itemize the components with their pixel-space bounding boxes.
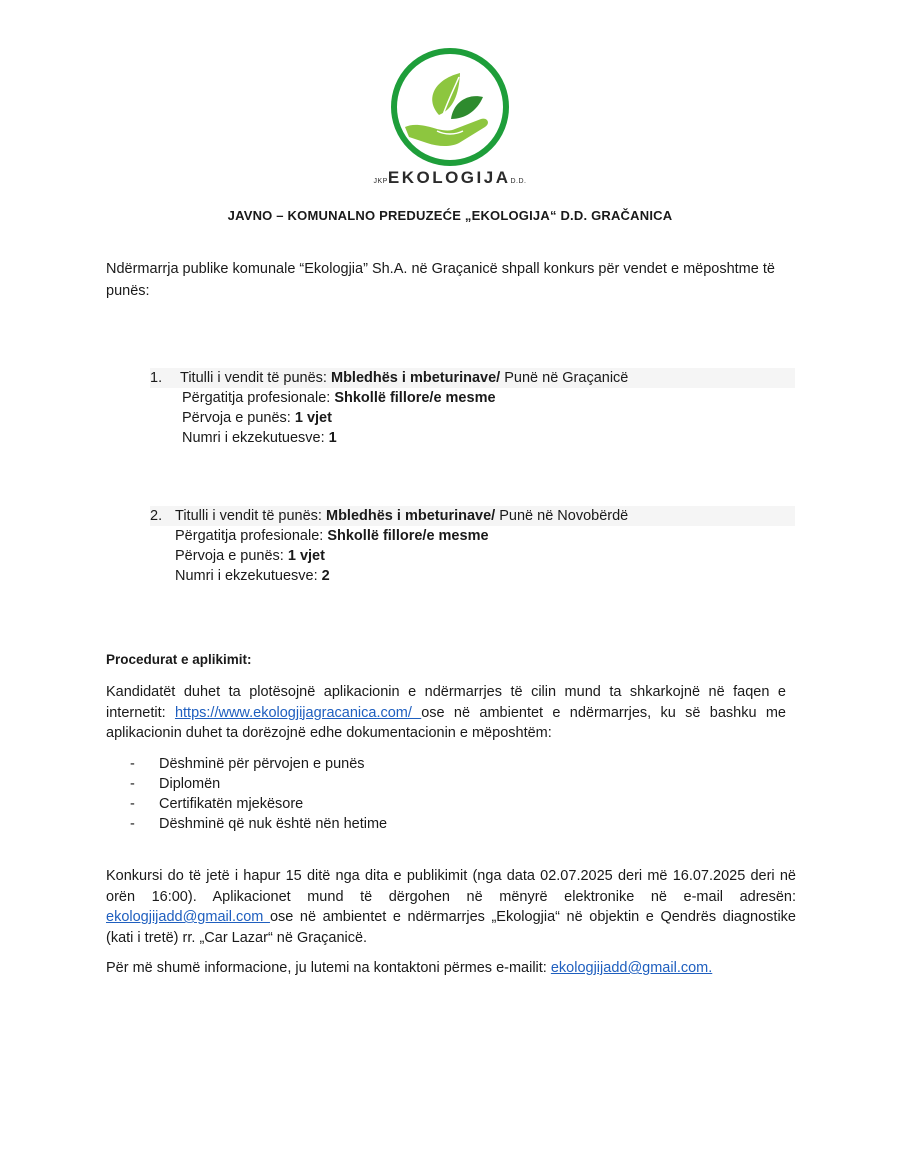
documents-list (130, 754, 387, 834)
job-title-row (150, 506, 795, 526)
job-title-label: Titulli i vendit të punës: (175, 508, 326, 524)
job-number: 1. (150, 370, 163, 386)
procedure-paragraph (106, 682, 786, 744)
count-value: 1 (328, 430, 337, 446)
list-item: - Dëshminë që nuk është nën hetime (130, 814, 387, 834)
exp-value: 1 vjet (287, 548, 325, 564)
contest-text-before: Konkursi do të jetë i hapur 15 ditë nga dita e publikimit (nga data 02.07.2025 deri më 16.07.2025 deri në orën 16:00). Aplikacionet mund të dërgohen në mënyrë elektronike në e-mail adresën: (106, 868, 796, 905)
document-heading: JAVNO – KOMUNALNO PREDUZEĆE „EKOLOGIJA“ D.D. GRAČANICA (227, 208, 673, 223)
list-item: - Certifikatën mjekësore (130, 794, 387, 814)
procedure-title: Procedurat e aplikimit: (106, 652, 252, 667)
job-title-row (150, 368, 795, 388)
contest-text-after: ose në ambientet e ndërmarrjes „Ekologjia“ në objektin e Qendrës diagnostike (kati i tretë) rr. „Car Lazar“ në Graçanicë. (106, 909, 796, 946)
info-text: Për më shumë informacione, ju lutemi na kontaktoni përmes e-mailit: (106, 960, 551, 976)
job-location: Punë në Novobërdë (495, 508, 629, 524)
exp-label: Përvoja e punës: (182, 410, 295, 426)
job-prep-row (150, 526, 800, 546)
info-paragraph (106, 958, 796, 978)
job-title-value: Mbledhës i mbeturinave/ (330, 370, 501, 386)
job-location: Punë në Graçanicë (500, 370, 629, 386)
job-prep-row (150, 388, 800, 408)
exp-label: Përvoja e punës: (175, 548, 288, 564)
logo-wordmark (355, 168, 545, 188)
website-link[interactable]: https://www.ekologjijagracanica.com/ (174, 704, 422, 721)
email-link[interactable]: ekologjijadd@gmail.com (106, 909, 270, 925)
job-count-row (150, 566, 800, 586)
exp-value: 1 vjet (294, 410, 332, 426)
logo-prefix: JKP (373, 178, 388, 185)
prep-label: Përgatitja profesionale: (175, 528, 328, 544)
count-value: 2 (321, 568, 330, 584)
leaf-hand-icon (355, 45, 545, 170)
job-exp-row (150, 546, 800, 566)
job-listing-2 (150, 506, 800, 586)
procedure-text-before: Kandidatët duhet ta plotësojnë aplikacionin e ndërmarrjes të cilin mund ta shkarkojnë në faqen e internetit: (106, 684, 786, 721)
prep-label: Përgatitja profesionale: (182, 390, 335, 406)
count-label: Numri i ekzekutuesve: (182, 430, 329, 446)
list-item: - Dëshminë për përvojen e punës (130, 754, 387, 774)
job-exp-row (150, 408, 800, 428)
job-title-value: Mbledhës i mbeturinave/ (325, 508, 496, 524)
logo-suffix: D.D. (510, 178, 527, 185)
logo-name: EKOLOGIJA (387, 168, 511, 187)
contest-paragraph (106, 866, 796, 948)
prep-value: Shkollë fillore/e mesme (334, 390, 496, 406)
job-listing-1 (150, 368, 800, 448)
count-label: Numri i ekzekutuesve: (175, 568, 322, 584)
job-title-label: Titulli i vendit të punës: (180, 370, 331, 386)
procedure-text-after: ose në ambientet e ndërmarrjes, ku së bashku me aplikacionin duhet ta dorëzojnë edhe dokumentacionin e mëposhtëm: (106, 704, 786, 741)
job-number: 2. (150, 508, 163, 524)
contact-email-link[interactable]: ekologjijadd@gmail.com. (550, 960, 713, 976)
intro-paragraph: Ndërmarrja publike komunale “Ekologjia” Sh.A. në Graçanicë shpall konkurs për vendet e mëposhtme të punës: (106, 261, 775, 299)
prep-value: Shkollë fillore/e mesme (327, 528, 489, 544)
job-count-row (150, 428, 800, 448)
list-item: - Diplomën (130, 774, 387, 794)
